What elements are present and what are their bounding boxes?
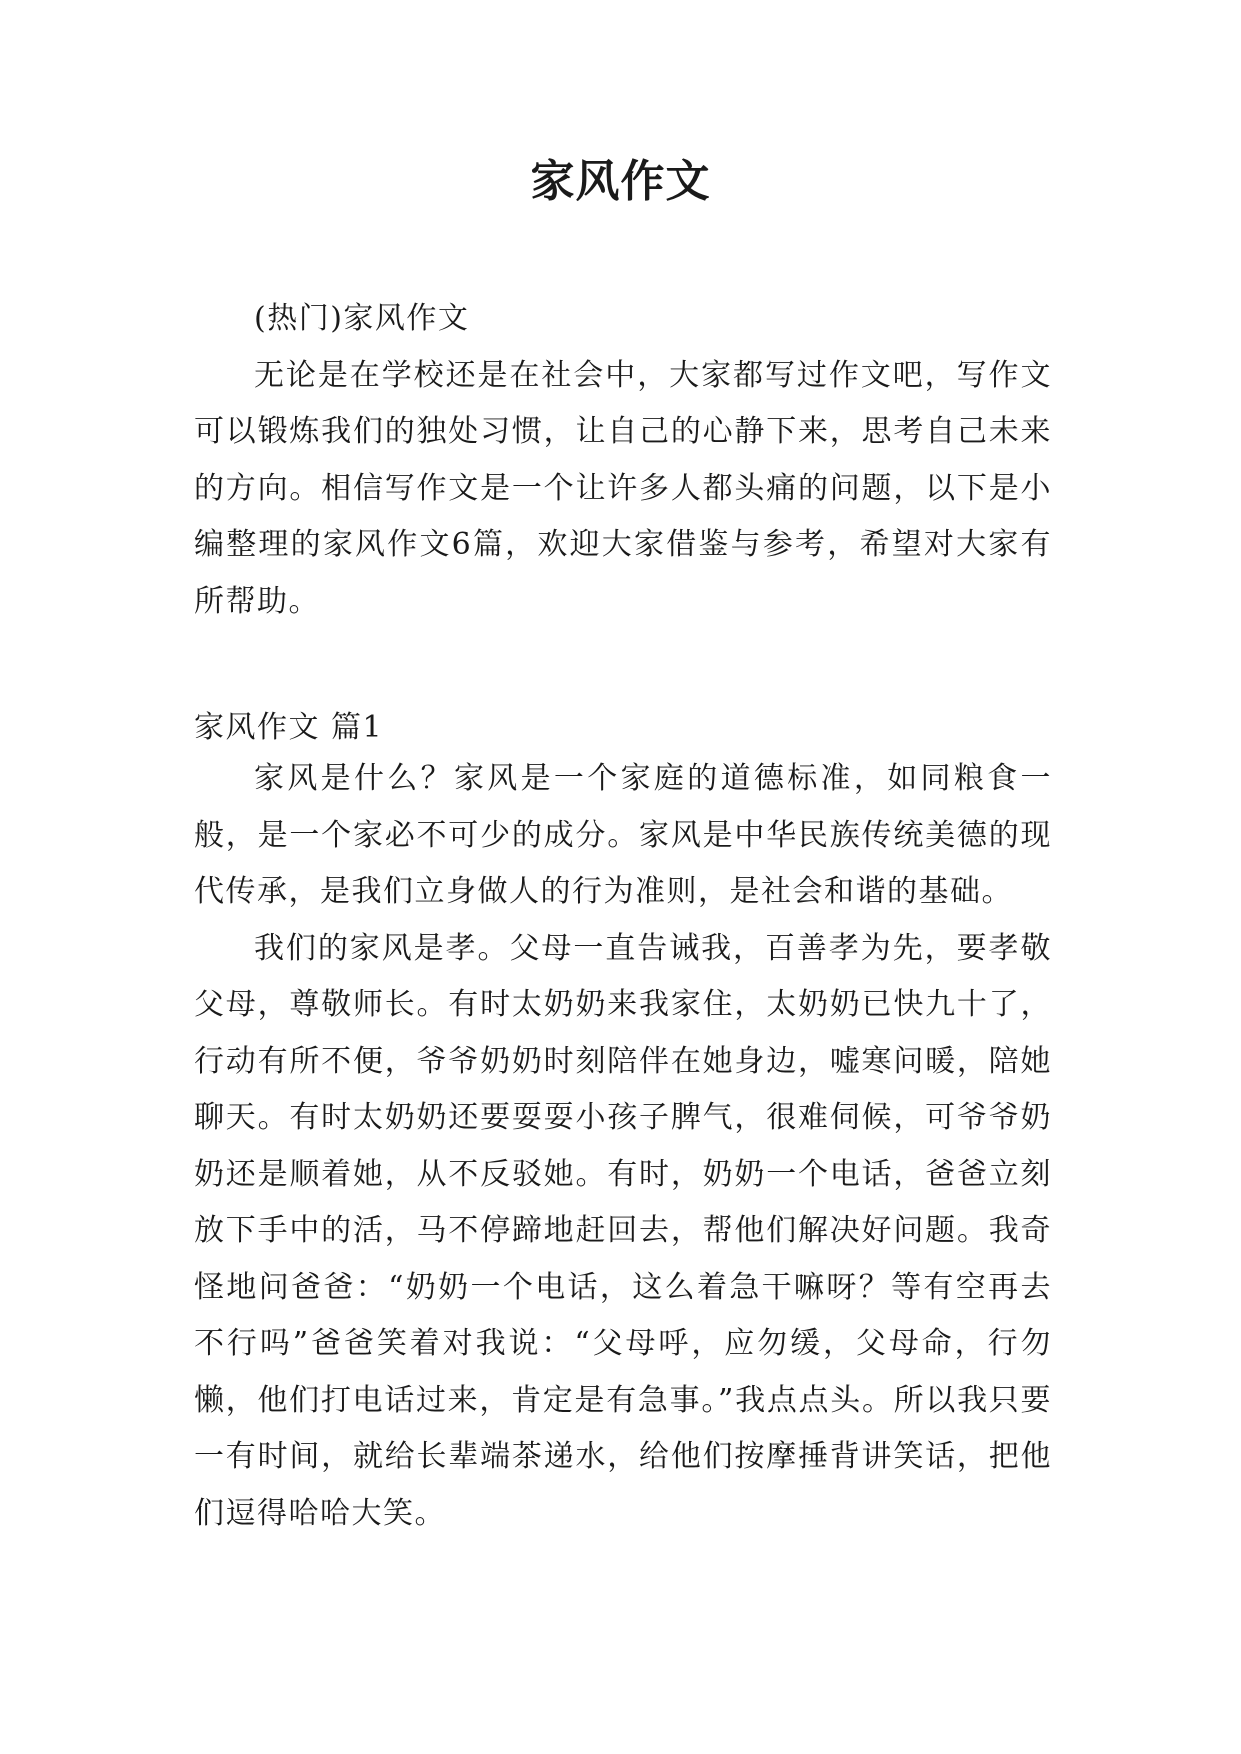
section-body: [194, 751, 1052, 1542]
intro-paragraph: 无论是在学校还是在社会中，大家都写过作文吧，写作文可以锻炼我们的独处习惯，让自己的心静下来，思考自己未来的方向。相信写作文是一个让许多人都头痛的问题，以下是小编整理的家风作文6篇，欢迎大家借鉴与参考，希望对大家有所帮助。: [194, 357, 1052, 619]
intro-subtitle: (热门)家风作文: [254, 301, 470, 336]
section-paragraph: 家风是什么？家风是一个家庭的道德标准，如同粮食一般，是一个家必不可少的成分。家风是中华民族传统美德的现代传承，是我们立身做人的行为准则，是社会和谐的基础。: [194, 761, 1052, 909]
intro-block: [194, 291, 1052, 630]
section-paragraph: 我们的家风是孝。父母一直告诫我，百善孝为先，要孝敬父母，尊敬师长。有时太奶奶来我家住，太奶奶已快九十了，行动有所不便，爷爷奶奶时刻陪伴在她身边，嘘寒问暖，陪她聊天。有时太奶奶还要耍耍小孩子脾气，很难伺候，可爷爷奶奶还是顺着她，从不反驳她。有时，奶奶一个电话，爸爸立刻放下手中的活，马不停蹄地赶回去，帮他们解决好问题。我奇怪地问爸爸：“奶奶一个电话，这么着急干嘛呀？等有空再去不行吗”爸爸笑着对我说：“父母呼，应勿缓，父母命，行勿懒，他们打电话过来，肯定是有急事。”我点点头。所以我只要一有时间，就给长辈端茶递水，给他们按摩捶背讲笑话，把他们逗得哈哈大笑。: [194, 930, 1052, 1531]
section-heading: 家风作文 篇1: [194, 710, 384, 745]
document-title: 家风作文: [530, 156, 711, 207]
